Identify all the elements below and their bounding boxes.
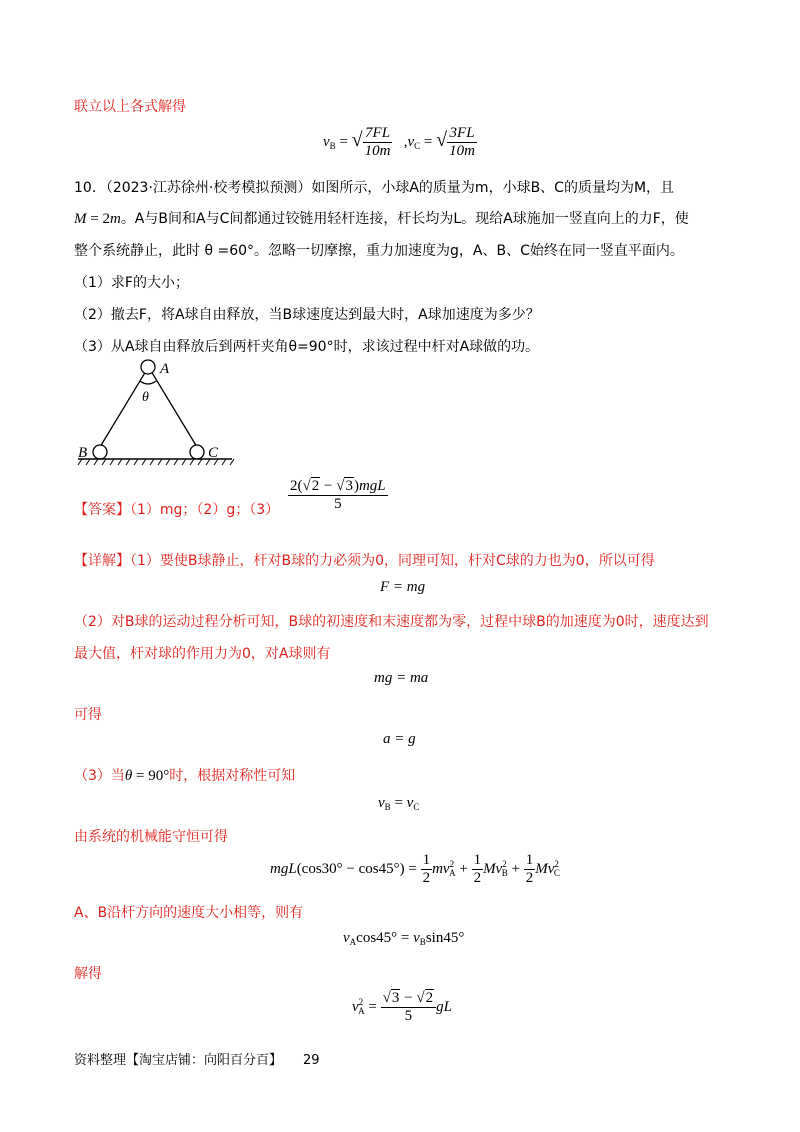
equation-f-mg: F = mg [380,579,426,595]
detail-line-2a: （2）对B球的运动过程分析可知，B球的初速度和末速度都为零，过程中球B的加速度为0时，速度达到 [74,614,709,630]
answer-line [74,500,279,520]
question-text-1: 如图所示，小球A的质量为m，小球B、C的质量均为M，且 [311,180,675,196]
question-line-1 [74,178,674,198]
detail-line-2b: 最大值，杆对球的作用力为0，对A球则有 [74,646,331,662]
answer-part-1: （1）mg； [130,502,197,518]
rod-ball-figure [70,355,240,470]
equation-a-g: a = g [383,731,416,747]
detail-line-3: 可得 [74,707,102,723]
detail-line-6: A、B沿杆方向的速度大小相等，则有 [74,905,304,921]
ball-c [190,445,204,459]
formula-vb-vc: $v_B$ = √ $\frac{7FL}{10m}$ $,v_C$ = √ $\frac{3FL}{10m}$ [323,125,475,159]
answer-3-formula: $\frac{\text{2(√2 − √3)mgL}}{5}$ [290,478,386,512]
label-b: B [78,445,88,461]
rod-ab [100,371,146,447]
angle-arc [140,381,156,384]
footer-label: 资料整理【淘宝店铺：向阳百分百】 [74,1053,283,1068]
detail-line-1 [74,551,655,571]
label-a: A [160,361,170,377]
question-line-3: 整个系统静止，此时 θ =60°。忽略一切摩擦，重力加速度为g，A、B、C始终在同一竖直平面内。 [74,243,684,259]
question-text-2: 。A与B间和A与C间都通过铰链用轻杆连接，杆长均为L。现给A球施加一竖直向上的力F，使 [120,211,689,227]
ball-b [93,445,107,459]
sub-question-2: （2）撤去F，将A球自由释放，当B球速度达到最大时，A球加速度为多少？ [74,307,540,323]
question-source: （2023·江苏徐州·校考模拟预测） [105,180,312,196]
answer-tag: 【答案】 [74,502,130,518]
sub-question-1: （1）求F的大小； [74,275,189,291]
detail-line-4: （3）当θ = 90°时，根据对称性可知 [74,768,296,784]
question-line-2: M = 2m。A与B间和A与C间都通过铰链用轻杆连接，杆长均为L。现给A球施加一竖直向上的力F，使 [74,211,689,227]
equation-energy: mgL(cos30° − cos45°) = $\frac{1}{2}$ $mv^2_A$ + $\frac{1}{2}$ $Mv^2_B$ + $\frac{1}{2}$ $Mv^2_C$ [270,852,560,886]
detail-text-1: （1）要使B球静止，杆对B球的力必须为0，同理可知，杆对C球的力也为0，所以可得 [130,553,655,569]
detail-text-4b: 时，根据对称性可知 [169,768,296,784]
equation-velocity: $v_A\cos 45^\circ = v_B\sin 45^\circ$ [343,930,465,947]
detail-text-4a: （3）当 [74,768,125,784]
detail-line-7: 解得 [74,966,102,982]
intro-line: 联立以上各式解得 [74,99,186,115]
page-number: 29 [303,1053,320,1068]
inline-math-m-eq: M [74,211,87,227]
detail-tag: 【详解】 [74,553,130,569]
question-number: 10． [74,180,106,196]
label-theta: θ [142,390,149,405]
ball-a [141,360,155,374]
equation-vb-vc: $v_B = v_C$ [378,795,420,812]
equation-mg-ma: mg = ma [374,670,429,686]
rod-ac [151,371,197,447]
answer-part-3: （3） [249,502,280,518]
answer-part-2: （2）g； [196,502,250,518]
sub-question-3: （3）从A球自由释放后到两杆夹角θ=90°时，求该过程中杆对A球做的功。 [74,339,540,355]
detail-line-5: 由系统的机械能守恒可得 [74,829,228,845]
equation-va-squared: $v^2_A$ = $\frac{√3 - √2}{5}$ gL [352,990,452,1024]
label-c: C [208,445,219,461]
